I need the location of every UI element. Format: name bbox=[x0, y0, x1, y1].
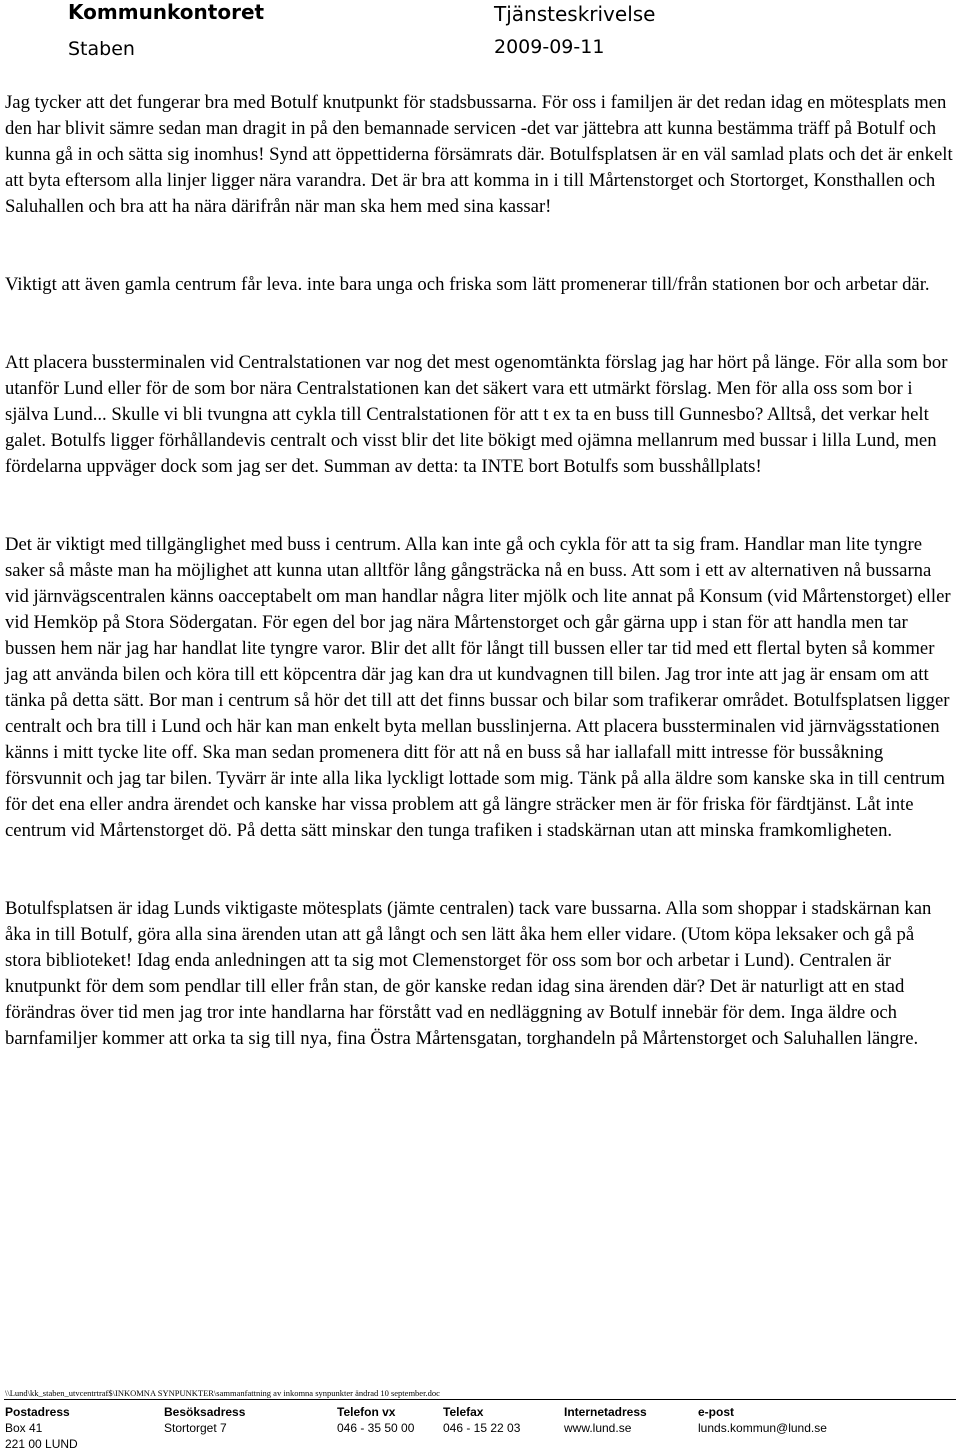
document-type: Tjänsteskrivelse bbox=[494, 2, 656, 26]
fax-header: Telefax bbox=[443, 1405, 484, 1419]
paragraph: Botulfsplatsen är idag Lunds viktigaste mötesplats (jämte centralen) tack vare bussarna. Alla som shoppar i stadskärnan kan åka in till Botulf, göra alla sina ärenden utan att gå långt och sen lätt åka hem eller vidare. (Utom köpa leksaker och gå på stora biblioteket! Idag enda anledningen att ta sig mot Clemenstorget för oss som bor och arbetar i Lund). Centralen är knutpunkt för dem som pendlar till eller från stan, de gör kanske redan idag sina ärenden där? Det är naturligt att en stad förändras över tid men jag tror inte handlarna har förstått vad en nedläggning av Botulf innebär för dem. Inga äldre och barnfamiljer kommer att orka ta sig till nya, fina Östra Mårtensgatan, torghandeln på Mårtenstorget och Saluhallen längre. bbox=[5, 898, 932, 1049]
footer-contact-table bbox=[5, 1404, 955, 1452]
postal-address: Box 41 bbox=[5, 1421, 43, 1435]
paragraph: Att placera bussterminalen vid Centralstationen var nog det mest ogenomtänkta förslag jag har hört på länge. För alla som bor utanför Lund eller för de som bor nära Centralstationen kan det säkert vara ett utmärkt förslag. Men för alla oss som bor i själva Lund... Skulle vi bli tvungna att cykla till Centralstationen för att t ex ta en buss till Gunnesbo? Alltså, det verkar helt galet. Botulfs ligger förhållandevis centralt och visst blir det lite bökigt med ojämna mellanrum med bussar i lilla Lund, men fördelarna uppväger dock som jag ser det. Summan av detta: ta INTE bort Botulfs som busshållplats! bbox=[5, 352, 948, 477]
footer-value-row bbox=[5, 1420, 955, 1436]
paragraph: Det är viktigt med tillgänglighet med buss i centrum. Alla kan inte gå och cykla för att ta sig fram. Handlar man lite tyngre saker så måste man ha möjlighet att kunna utan alltför lång gångsträcka nå en buss. Att som i ett av alternativen nå bussarna vid järnvägscentralen känns oacceptabelt om man handlar några liter mjölk och lite annat på Konsum (vid Mårtenstorget) eller vid Hemköp på Stora Södergatan. För egen del bor jag nära Mårtenstorget och går gärna upp i stan för att handla men tar bussen hem när jag har handlat lite tyngre varor. Blir det allt för långt till bussen eller tar tid med ett flertal byten så kommer jag att använda bilen och köra till ett köpcentra där jag kan dra ut kundvagnen till bilen. Jag tror inte att jag är ensam om att tänka på detta sätt. Bor man i centrum så hör det till att det finns bussar och bilar som trafikerar området. Botulfsplatsen ligger centralt och bra till i Lund och här kan man enkelt byta mellan busslinjerna. Att placera bussterminalen vid järnvägsstationen känns i mitt tycke lite off. Ska man sedan promenera ditt för att nå en buss så har iallafall mitt intresse för bussåkning försvunnit och jag tar bilen. Tyvärr är inte alla lika lyckligt lottade som mig. Tänk på alla äldre som kanske ska in till centrum för det ena eller andra ärendet och kanske har vissa problem att gå längre sträcker men är för friska för färdtjänst. Låt inte centrum vid Mårtenstorget dö. På detta sätt minskar den tunga trafiken i stadskärnan utan att minska framkomligheten. bbox=[5, 534, 951, 841]
visiting-address-header: Besöksadress bbox=[164, 1405, 246, 1419]
phone-header: Telefon vx bbox=[337, 1405, 396, 1419]
footer-divider bbox=[4, 1399, 956, 1400]
phone-number: 046 - 35 50 00 bbox=[337, 1421, 415, 1435]
postal-address-header: Postadress bbox=[5, 1405, 70, 1419]
postal-code: 221 00 LUND bbox=[5, 1437, 78, 1451]
document-date: 2009-09-11 bbox=[494, 36, 605, 58]
footer-postal-row bbox=[5, 1436, 955, 1452]
footer-header-row bbox=[5, 1404, 955, 1420]
file-path: \\Lund\kk_staben_utvcentrtraf$\INKOMNA SYNPUNKTER\sammanfattning av inkomna synpunkter ändrad 10 september.doc bbox=[5, 1388, 440, 1398]
organization-name: Kommunkontoret bbox=[68, 0, 265, 24]
paragraph: Viktigt att även gamla centrum får leva. inte bara unga och friska som lätt promenerar till/från stationen bor och arbetar där. bbox=[5, 274, 930, 295]
visiting-address: Stortorget 7 bbox=[164, 1421, 227, 1435]
email-link[interactable]: lunds.kommun@lund.se bbox=[698, 1421, 827, 1435]
document-body bbox=[5, 90, 955, 1052]
website-link[interactable]: www.lund.se bbox=[564, 1421, 632, 1435]
website-header: Internetadress bbox=[564, 1405, 647, 1419]
fax-number: 046 - 15 22 03 bbox=[443, 1421, 521, 1435]
paragraph: Jag tycker att det fungerar bra med Botulf knutpunkt för stadsbussarna. För oss i familjen är det redan idag en mötesplats men den har blivit sämre sedan man dragit in på den bemannade servicen -det var jättebra att kunna bestämma träff på Botulf och kunna gå in och sätta sig inomhus! Synd att öppettiderna försämrats där. Botulfsplatsen är en väl samlad plats och det är enkelt att byta eftersom alla linjer ligger nära varandra. Det är bra att komma in i till Mårtenstorget och Stortorget, Konsthallen och Saluhallen och bra att ha nära därifrån när man ska hem med sina kassar! bbox=[5, 92, 953, 217]
department-name: Staben bbox=[68, 38, 135, 60]
email-header: e-post bbox=[698, 1405, 734, 1419]
